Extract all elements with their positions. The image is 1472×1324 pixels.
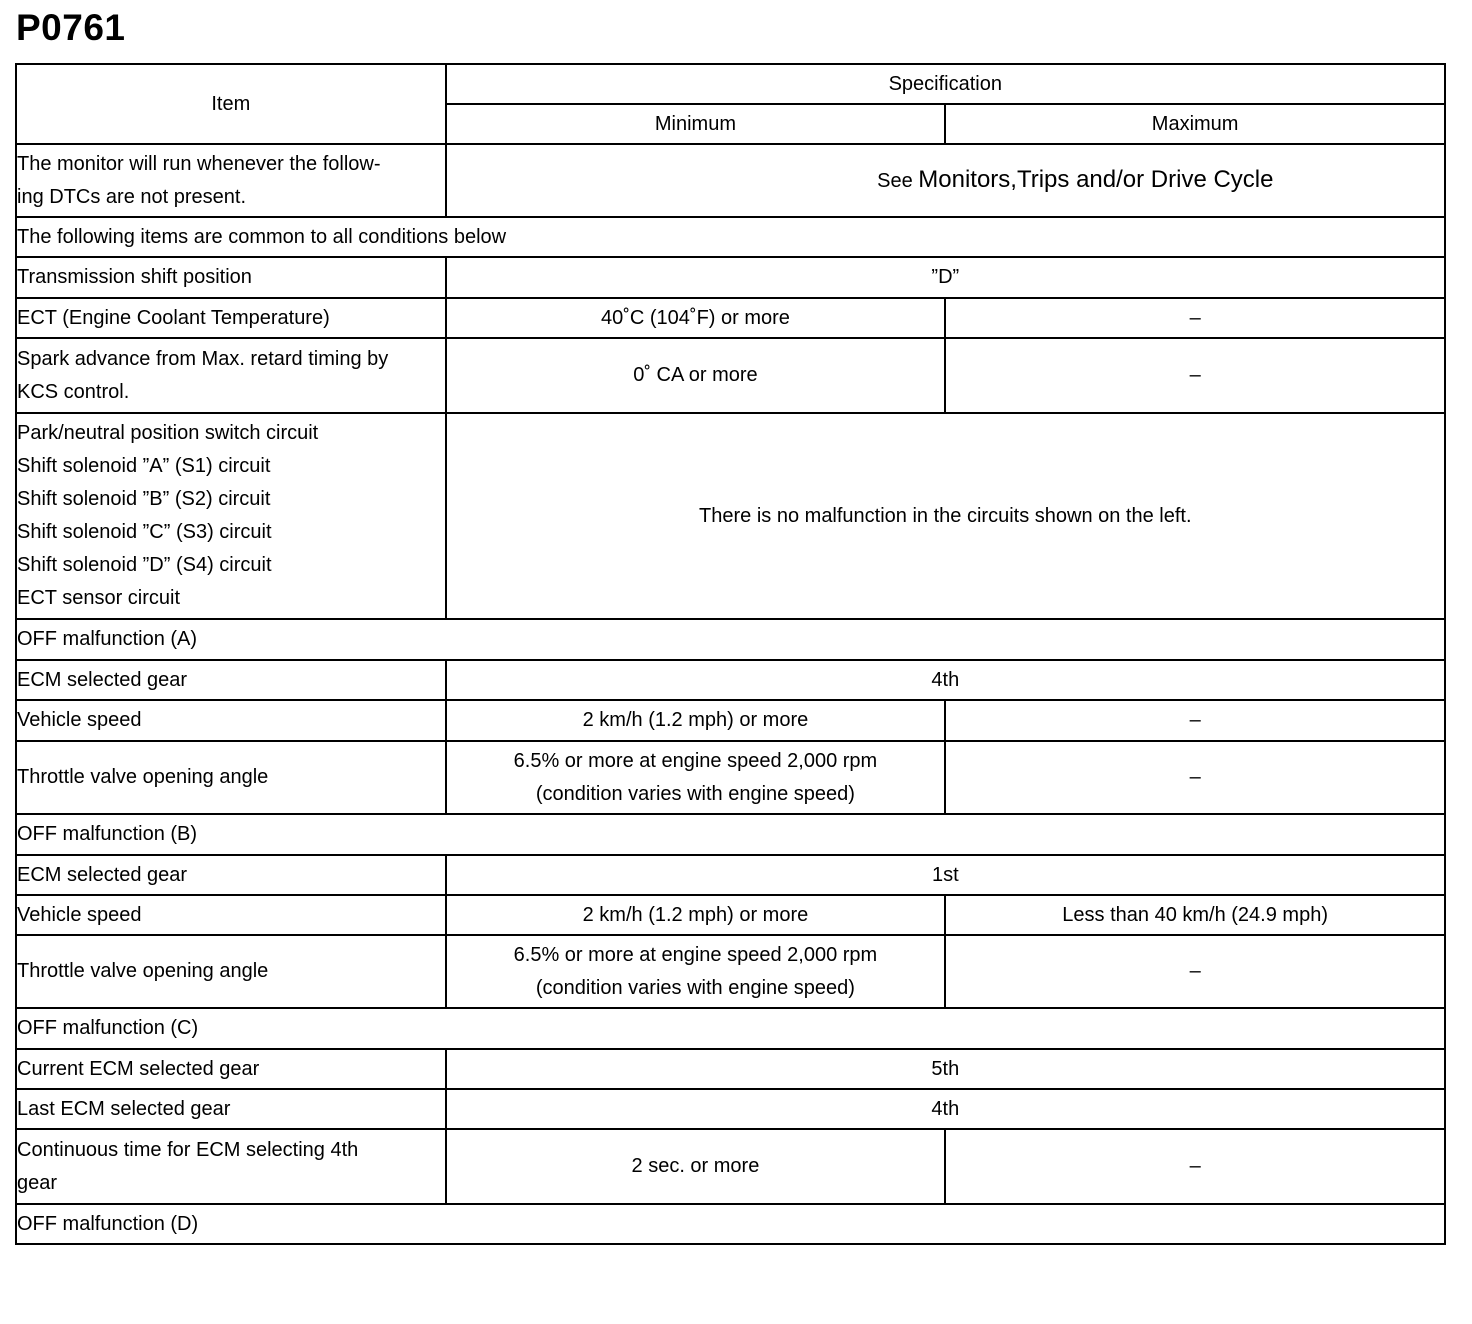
off-c-continuous-item-line: Continuous time for ECM selecting 4th (17, 1138, 359, 1161)
circuit-line: Park/neutral position switch circuit (17, 422, 319, 444)
section-row (16, 1204, 1445, 1244)
off-b-throttle-max: – (945, 935, 1445, 1008)
table-row (16, 895, 1445, 935)
off-c-current-gear-value: 5th (446, 1049, 1445, 1089)
table-row (16, 1089, 1445, 1129)
monitor-value (446, 144, 1445, 217)
shift-position-value: ”D” (446, 257, 1445, 298)
header-specification: Specification (446, 64, 1445, 104)
table-row (16, 1049, 1445, 1089)
circuits-item (16, 413, 446, 619)
circuit-line: Shift solenoid ”B” (S2) circuit (17, 488, 271, 510)
off-b-speed-item: Vehicle speed (16, 895, 446, 935)
off-b-speed-min: 2 km/h (1.2 mph) or more (446, 895, 946, 935)
off-c-current-gear-item: Current ECM selected gear (16, 1049, 446, 1089)
off-a-heading: OFF malfunction (A) (16, 619, 1445, 660)
off-c-continuous-item-line: gear (17, 1171, 58, 1194)
off-a-speed-max: – (945, 700, 1445, 741)
common-heading: The following items are common to all conditions below (16, 217, 1445, 257)
off-a-gear-item: ECM selected gear (16, 660, 446, 700)
shift-position-item: Transmission shift position (16, 257, 446, 298)
spark-item-line: Spark advance from Max. retard timing by (17, 347, 389, 370)
spark-item-line: KCS control. (17, 380, 130, 403)
circuit-line: Shift solenoid ”C” (S3) circuit (17, 521, 272, 543)
table-row (16, 935, 1445, 1008)
off-a-speed-item: Vehicle speed (16, 700, 446, 741)
see-text: See (877, 170, 913, 192)
section-row (16, 1008, 1445, 1049)
spark-min: 0˚ CA or more (446, 338, 946, 413)
spark-max: – (945, 338, 1445, 413)
page-title: P0761 (16, 7, 126, 48)
circuit-line: Shift solenoid ”A” (S1) circuit (17, 455, 271, 477)
section-row (16, 619, 1445, 660)
section-row (16, 814, 1445, 855)
circuits-value: There is no malfunction in the circuits shown on the left. (446, 413, 1445, 619)
off-c-last-gear-item: Last ECM selected gear (16, 1089, 446, 1129)
off-a-throttle-min-line: (condition varies with engine speed) (535, 782, 855, 805)
off-d-heading: OFF malfunction (D) (16, 1204, 1445, 1244)
off-a-speed-min: 2 km/h (1.2 mph) or more (446, 700, 946, 741)
off-c-continuous-max: – (945, 1129, 1445, 1204)
circuit-line: Shift solenoid ”D” (S4) circuit (17, 554, 272, 576)
off-c-continuous-item (16, 1129, 446, 1204)
monitor-item-line: The monitor will run whenever the follow- (17, 152, 381, 175)
table-row (16, 298, 1445, 338)
off-b-heading: OFF malfunction (B) (16, 814, 1445, 855)
table-row (16, 700, 1445, 741)
table-row (16, 1129, 1445, 1204)
off-a-throttle-min (446, 741, 946, 814)
off-b-throttle-item: Throttle valve opening angle (16, 935, 446, 1008)
ect-item: ECT (Engine Coolant Temperature) (16, 298, 446, 338)
table-row (16, 855, 1445, 895)
table-row (16, 741, 1445, 814)
table-row (16, 144, 1445, 217)
header-minimum: Minimum (446, 104, 946, 144)
drive-cycle-link[interactable]: Monitors,Trips and/or Drive Cycle (918, 166, 1274, 193)
monitor-item-line: ing DTCs are not present. (17, 185, 246, 208)
monitor-item (16, 144, 446, 217)
off-a-throttle-max: – (945, 741, 1445, 814)
off-c-last-gear-value: 4th (446, 1089, 1445, 1129)
off-b-throttle-min-line: 6.5% or more at engine speed 2,000 rpm (513, 943, 878, 966)
off-a-throttle-item: Throttle valve opening angle (16, 741, 446, 814)
off-b-gear-item: ECM selected gear (16, 855, 446, 895)
table-row (16, 660, 1445, 700)
circuit-line: ECT sensor circuit (17, 587, 181, 609)
ect-max: – (945, 298, 1445, 338)
off-b-throttle-min-line: (condition varies with engine speed) (535, 976, 855, 999)
off-b-throttle-min (446, 935, 946, 1008)
off-b-gear-value: 1st (446, 855, 1445, 895)
off-c-continuous-min: 2 sec. or more (446, 1129, 946, 1204)
table-row (16, 413, 1445, 619)
off-b-speed-max: Less than 40 km/h (24.9 mph) (945, 895, 1445, 935)
section-row (16, 217, 1445, 257)
off-c-heading: OFF malfunction (C) (16, 1008, 1445, 1049)
spark-item (16, 338, 446, 413)
off-a-throttle-min-line: 6.5% or more at engine speed 2,000 rpm (513, 749, 878, 772)
off-a-gear-value: 4th (446, 660, 1445, 700)
table-row (16, 257, 1445, 298)
specification-table (15, 63, 1446, 1245)
header-item: Item (16, 64, 446, 144)
header-maximum: Maximum (945, 104, 1445, 144)
table-row (16, 338, 1445, 413)
ect-min: 40˚C (104˚F) or more (446, 298, 946, 338)
